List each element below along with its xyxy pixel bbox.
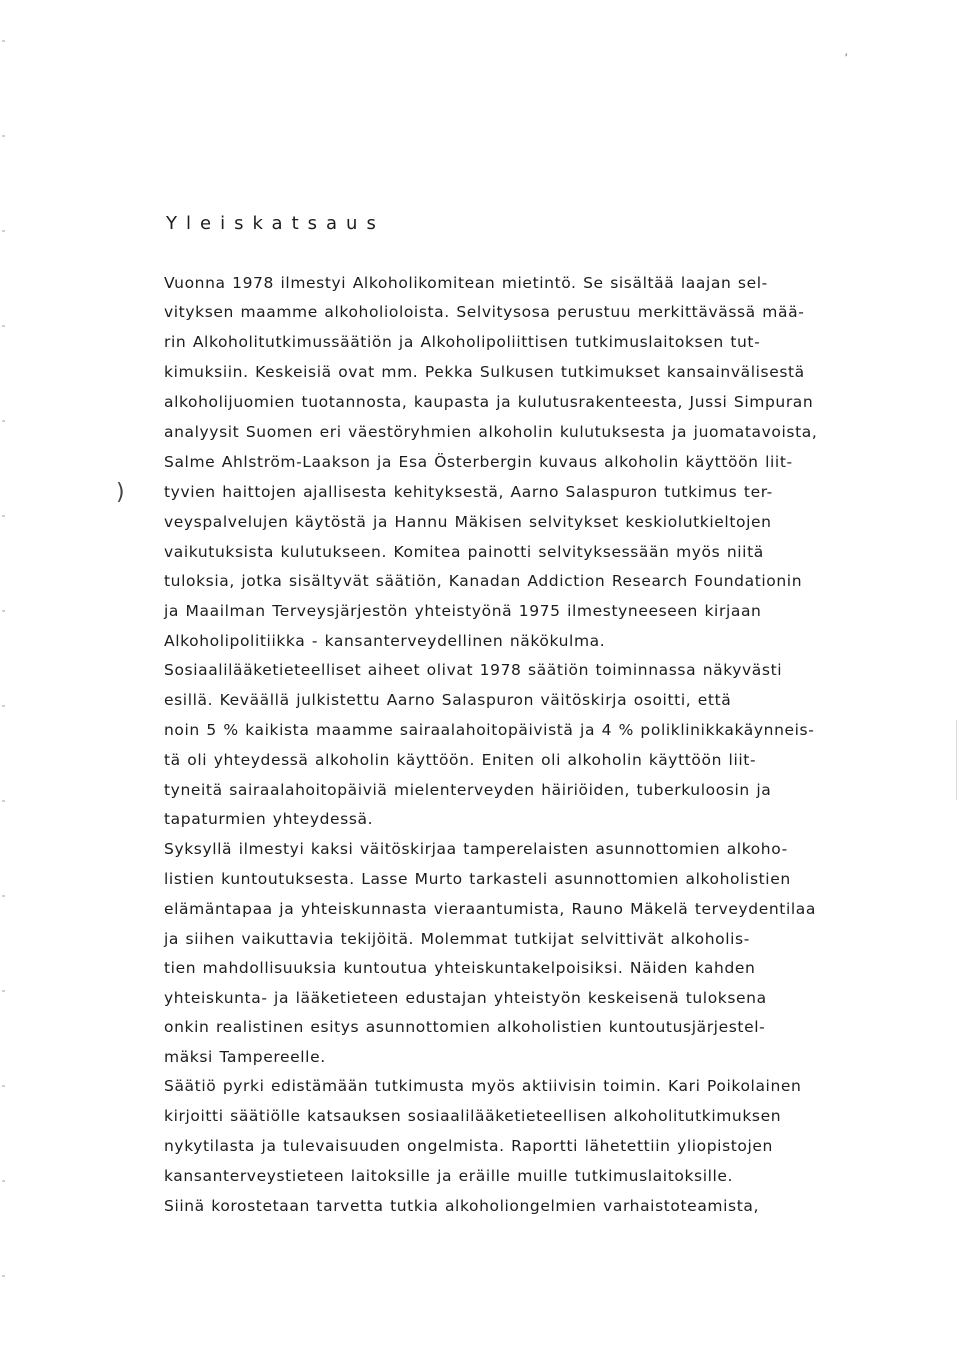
text-line: tuloksia, jotka sisältyvät säätiön, Kanadan Addiction Research Foundationin bbox=[164, 572, 803, 590]
text-line: esillä. Keväällä julkistettu Aarno Salaspuron väitöskirja osoitti, että bbox=[164, 691, 732, 709]
text-line: Vuonna 1978 ilmestyi Alkoholikomitean mietintö. Se sisältää laajan sel- bbox=[164, 274, 768, 292]
text-line: Salme Ahlström-Laakson ja Esa Österbergin kuvaus alkoholin käyttöön liit- bbox=[164, 453, 793, 471]
text-line: analyysit Suomen eri väestöryhmien alkoholin kulutuksesta ja juomatavoista, bbox=[164, 423, 818, 441]
text-line: vityksen maamme alkoholioloista. Selvitysosa perustuu merkittävässä mää- bbox=[164, 303, 805, 321]
text-line: tien mahdollisuuksia kuntoutua yhteiskuntakelpoisiksi. Näiden kahden bbox=[164, 959, 756, 977]
text-line: Siinä korostetaan tarvetta tutkia alkoholiongelmien varhaistoteamista, bbox=[164, 1197, 760, 1215]
text-line: mäksi Tampereelle. bbox=[164, 1048, 326, 1066]
text-line: vaikutuksista kulutukseen. Komitea painotti selvityksessään myös niitä bbox=[164, 543, 764, 561]
text-line: Syksyllä ilmestyi kaksi väitöskirjaa tamperelaisten asunnottomien alkoho- bbox=[164, 840, 788, 858]
text-line: kansanterveystieteen laitoksille ja eräille muille tutkimuslaitoksille. bbox=[164, 1167, 734, 1185]
text-line: Säätiö pyrki edistämään tutkimusta myös aktiivisin toimin. Kari Poikolainen bbox=[164, 1077, 802, 1095]
text-line: tä oli yhteydessä alkoholin käyttöön. Eniten oli alkoholin käyttöön liit- bbox=[164, 751, 757, 769]
text-line: veyspalvelujen käytöstä ja Hannu Mäkisen selvitykset keskiolutkieltojen bbox=[164, 513, 772, 531]
text-line: ja Maailman Terveysjärjestön yhteistyönä 1975 ilmestyneeseen kirjaan bbox=[164, 602, 762, 620]
text-line: yhteiskunta- ja lääketieteen edustajan yhteistyön keskeisenä tuloksena bbox=[164, 989, 767, 1007]
text-line: elämäntapaa ja yhteiskunnasta vieraantumista, Rauno Mäkelä terveydentilaa bbox=[164, 900, 816, 918]
text-line: noin 5 % kaikista maamme sairaalahoitopäivistä ja 4 % poliklinikkakäynneis- bbox=[164, 721, 815, 739]
section-heading: Yleiskatsaus bbox=[166, 213, 385, 234]
text-line: kimuksiin. Keskeisiä ovat mm. Pekka Sulkusen tutkimukset kansainvälisestä bbox=[164, 363, 805, 381]
scan-edge-line bbox=[956, 720, 957, 800]
text-line: ja siihen vaikuttavia tekijöitä. Molemmat tutkijat selvittivät alkoholis- bbox=[164, 930, 750, 948]
text-line: onkin realistinen esitys asunnottomien alkoholistien kuntoutusjärjestel- bbox=[164, 1018, 766, 1036]
text-line: tyneitä sairaalahoitopäiviä mielenterveyden häiriöiden, tuberkuloosin ja bbox=[164, 781, 772, 799]
text-line: kirjoitti säätiölle katsauksen sosiaalilääketieteellisen alkoholitutkimuksen bbox=[164, 1107, 782, 1125]
text-line: rin Alkoholitutkimussäätiön ja Alkoholipoliittisen tutkimuslaitoksen tut- bbox=[164, 333, 761, 351]
text-line: nykytilasta ja tulevaisuuden ongelmista. Raportti lähetettiin yliopistojen bbox=[164, 1137, 773, 1155]
text-line: listien kuntoutuksesta. Lasse Murto tarkasteli asunnottomien alkoholistien bbox=[164, 870, 791, 888]
scan-edge-speckle bbox=[2, 0, 5, 1355]
text-line: Alkoholipolitiikka - kansanterveydellinen näkökulma. bbox=[164, 632, 606, 650]
text-line: tapaturmien yhteydessä. bbox=[164, 810, 374, 828]
text-line: alkoholijuomien tuotannosta, kaupasta ja kulutusrakenteesta, Jussi Simpuran bbox=[164, 393, 814, 411]
text-line: Sosiaalilääketieteelliset aiheet olivat 1978 säätiön toiminnassa näkyvästi bbox=[164, 661, 783, 679]
stray-mark-left-margin: ) bbox=[116, 480, 125, 505]
text-line: tyvien haittojen ajallisesta kehityksestä, Aarno Salaspuron tutkimus ter- bbox=[164, 483, 773, 501]
stray-mark-top-right: ´ bbox=[841, 51, 855, 67]
